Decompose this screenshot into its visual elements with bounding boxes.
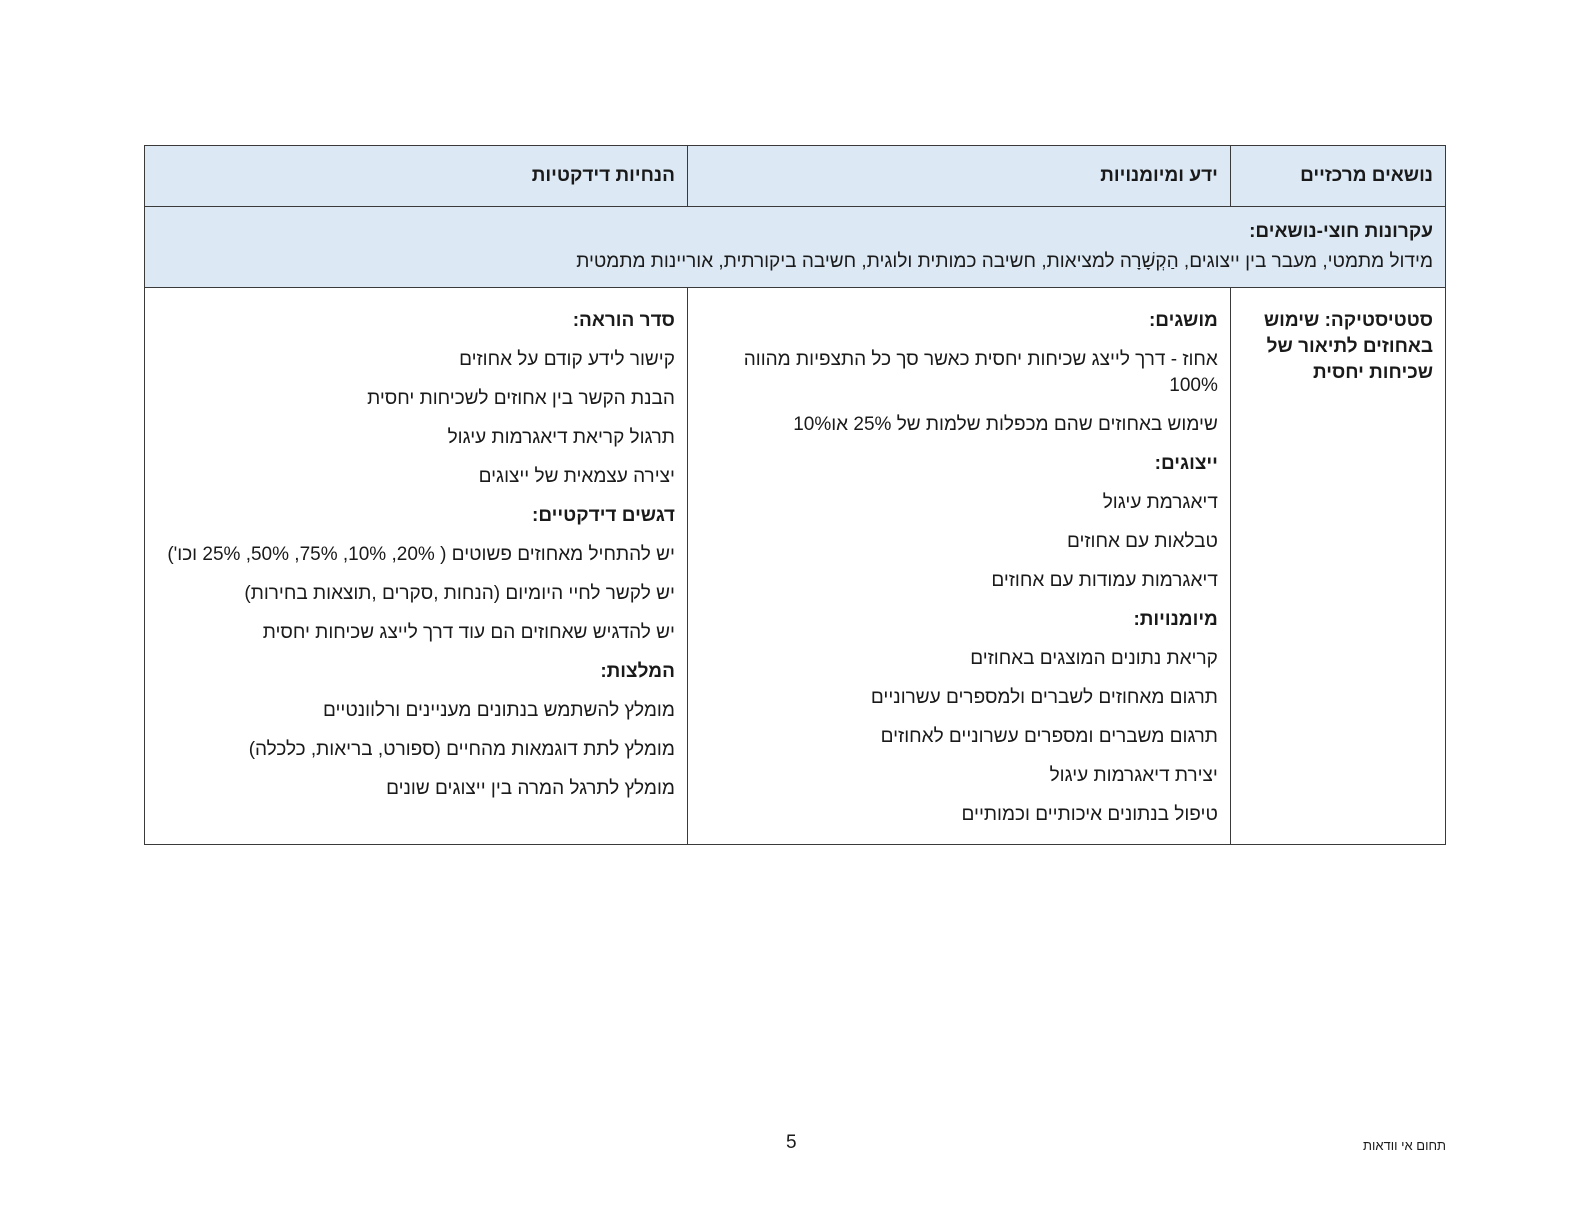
section-heading: מיומנויות: [1133, 609, 1218, 630]
list-item: דיאגרמות עמודות עם אחוזים [991, 570, 1218, 591]
section-heading: סדר הוראה: [572, 310, 675, 331]
principles-cell [145, 207, 1446, 288]
list-item: קריאת נתונים המוצגים באחוזים [970, 648, 1218, 669]
header-topics: נושאים מרכזיים [1230, 146, 1445, 207]
list-item: מומלץ להשתמש בנתונים מעניינים ורלוונטיים [322, 700, 675, 721]
principles-text: מידול מתמטי, מעבר בין ייצוגים, הַקְשָׁרָה למציאות, חשיבה כמותית ולוגית, חשיבה ביקורתית, אוריינות מתמטית [576, 251, 1433, 272]
table-header-row [145, 146, 1446, 207]
list-item: תרגום משברים ומספרים עשרוניים לאחוזים [880, 726, 1218, 747]
list-item: תרגום מאחוזים לשברים ולמספרים עשרוניים [870, 687, 1218, 708]
list-item: מומלץ לתרגל המרה בין ייצוגים שונים [386, 778, 675, 799]
section-heading: מושגים: [1148, 310, 1218, 331]
topic-cell: סטטיסטיקה: שימוש באחוזים לתיאור של שכיחות יחסית [1230, 288, 1445, 845]
list-item: טיפול בנתונים איכותיים וכמותיים [961, 804, 1218, 825]
list-item: יש לקשר לחיי היומיום (הנחות ,סקרים ,תוצאות בחירות) [244, 583, 675, 604]
list-item: יש להדגיש שאחוזים הם עוד דרך לייצג שכיחות יחסית [262, 622, 675, 643]
section-heading: ייצוגים: [1154, 453, 1218, 474]
section-heading: המלצות: [600, 661, 675, 682]
didactics-cell [145, 288, 688, 845]
list-item: אחוז - דרך לייצג שכיחות יחסית כאשר סך כל התצפיות מהווה 100% [743, 349, 1218, 396]
list-item: תרגול קריאת דיאגרמות עיגול [447, 427, 675, 448]
list-item: קישור לידע קודם על אחוזים [459, 349, 675, 370]
principles-row [145, 207, 1446, 288]
knowledge-cell [687, 288, 1230, 845]
list-item: יצירת דיאגרמות עיגול [1049, 765, 1218, 786]
curriculum-table [144, 145, 1446, 845]
list-item: יש להתחיל מאחוזים פשוטים ( 20%, 10%, 75%, 50%, 25% וכו') [167, 544, 675, 565]
header-didactics: הנחיות דידקטיות [145, 146, 688, 207]
footer-section-name: תחום אי וודאות [1363, 1138, 1446, 1153]
list-item: מומלץ לתת דוגמאות מהחיים (ספורט, בריאות, כלכלה) [248, 739, 675, 760]
list-item: הבנת הקשר בין אחוזים לשכיחות יחסית [367, 388, 675, 409]
list-item: דיאגרמת עיגול [1102, 492, 1218, 513]
list-item: שימוש באחוזים שהם מכפלות שלמות של 25% או10% [793, 414, 1218, 435]
list-item: יצירה עצמאית של ייצוגים [478, 466, 675, 487]
content-row [145, 288, 1446, 845]
header-knowledge: ידע ומיומנויות [687, 146, 1230, 207]
section-heading: דגשים דידקטיים: [532, 505, 675, 526]
page-number: 5 [786, 1132, 797, 1153]
list-item: טבלאות עם אחוזים [1066, 531, 1218, 552]
principles-title: עקרונות חוצי-נושאים: [1249, 221, 1433, 242]
